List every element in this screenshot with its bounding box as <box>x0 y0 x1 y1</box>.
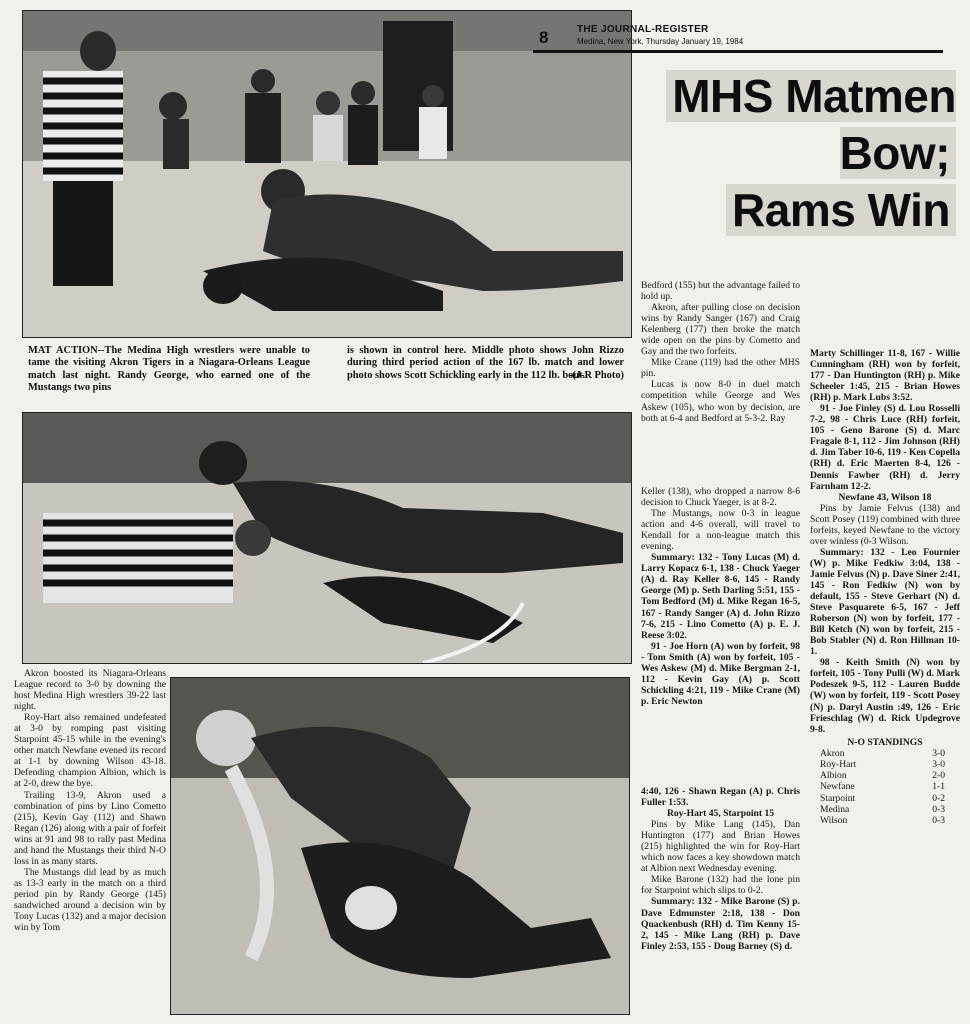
team-record: 0-3 <box>932 803 945 815</box>
dateline: Medina, New York, Thursday January 19, 1984 <box>577 37 744 46</box>
photo-middle-image <box>23 413 631 663</box>
team-name: Albion <box>820 770 847 782</box>
story-column-1 <box>14 668 166 1020</box>
story-column-2-top <box>641 280 800 472</box>
story-paragraph: Akron boosted its Niagara-Orleans League record to 3-0 by downing the host Medina High wrestlers 39-22 last night. <box>14 668 166 713</box>
masthead-rule <box>533 50 943 53</box>
summary-paragraph: 98 - Keith Smith (N) won by forfeit, 105 - Tony Pulli (W) d. Mark Podeszek 9-5, 112 - Lauren Budde (W) won by forfeit, 119 - Scott Posey (N) p. Daryl Austin :49, 126 - Eric Frieschlag (W) d. Rick Updegrove 9-8. <box>810 657 960 735</box>
subhead-newfane-wilson: Newfane 43, Wilson 18 <box>838 491 932 503</box>
summary-paragraph: Summary: 132 - Mike Barone (S) p. Dave Edmunster 2:18, 138 - Don Quackenbush (RH) d. Tim Kenny 15-2, 145 - Mike Lang (RH) p. Dave Finley 2:53, 155 - Doug Barney (S) d. <box>641 896 800 952</box>
table-row <box>820 815 945 826</box>
subhead-roy-hart-starpoint: Roy-Hart 45, Starpoint 15 <box>666 808 775 820</box>
photo-caption-left: MAT ACTION--The Medina High wrestlers were unable to tame the visiting Akron Tigers in a Niagara-Orleans League match last night. Randy George, who earned one of the Mustangs two pins <box>28 345 310 394</box>
story-paragraph: Akron, after pulling close on decision wins by Randy Sanger (167) and Craig Kelenberg (177) then broke the match wide open on the pins by Cometto and Gay and the two forfeits. <box>641 302 800 358</box>
masthead <box>533 22 961 56</box>
headline <box>578 68 956 239</box>
team-name: Roy-Hart <box>820 758 857 770</box>
photo-credit: -(J-R Photo) <box>568 370 624 382</box>
team-name: Akron <box>820 747 845 759</box>
photo-top-wrestling <box>22 10 632 338</box>
team-record: 2-0 <box>932 770 945 782</box>
photo-caption-right <box>347 345 624 383</box>
story-paragraph: Pins by Mike Lang (145), Dan Huntington (177) and Brian Howes (215) highlighted the win for Roy-Hart which now faces a key showdown match at Albion next Wednesday evening. <box>641 819 800 875</box>
team-name: Wilson <box>820 814 848 826</box>
team-record: 0-3 <box>932 814 945 826</box>
summary-paragraph: 91 - Joe Horn (A) won by forfeit, 98 - Tom Smith (A) won by forfeit, 105 - Wes Askew (M) d. Mike Bergman 2-1, 112 - Kevin Gay (A) p. Scott Schickling 4:21, 119 - Mike Crane (M) p. Eric Newton <box>641 640 800 707</box>
story-paragraph: Mike Crane (119) had the other MHS pin. <box>641 357 800 380</box>
story-paragraph: Keller (138), who dropped a narrow 8-6 decision to Chuck Yaeger, is at 8-2. <box>641 486 800 509</box>
table-row <box>820 770 945 781</box>
story-paragraph: Trailing 13-9, Akron used a combination of pins by Lino Cometto (215), Kevin Gay (112) and Shawn Regan (126) along with a pair of forfeit wins at 91 and 98 to rally past Medina and hand the Mustangs their third N-O loss in as many starts. <box>14 789 166 867</box>
story-paragraph: Pins by Jamie Felvus (138) and Scott Posey (119) combined with three forfeits, keyed Newfane to the victory over winless (0-3 Wilson. <box>810 502 960 547</box>
photo-bottom-image <box>171 678 629 1014</box>
summary-paragraph: Summary: 132 - Leo Fournier (W) p. Mike Fedkiw 3:04, 138 - Jamie Felvus (N) p. Dave Siner 2:41, 145 - Ron Fedkiw (N) won by default, 155 - Steve Gerhart (N) d. Steve Pasquarete 6-5, 167 - Jeff Roberson (N) won by forfeit, 177 - Bill Ketch (N) won by forfeit, 215 - Bob Stabler (N) d. Ron Hillman 10-1. <box>810 546 960 658</box>
table-row <box>820 759 945 770</box>
story-paragraph: Bedford (155) but the advantage failed to hold up. <box>641 280 800 303</box>
team-record: 3-0 <box>932 758 945 770</box>
standings-title: N-O STANDINGS <box>847 736 923 748</box>
summary-paragraph: Marty Schillinger 11-8, 167 - Willie Cunningham (RH) won by forfeit, 177 - Dan Huntington (RH) p. Mike Scheeler 1:45, 215 - Brian Howes (RH) p. Mark Lubs 3:52. <box>810 348 960 404</box>
story-column-2-middle <box>641 486 800 771</box>
photo-middle-wrestling <box>22 412 632 664</box>
story-column-2-bottom <box>641 786 800 1018</box>
story-paragraph: Lucas is now 8-0 in duel match competition while George and Wes Askew (105), who won by decision, are both at 6-4 and Bedford at 5-3-2. Ray <box>641 379 800 424</box>
headline-line-1: MHS Matmen Bow; <box>666 70 956 179</box>
story-paragraph: Mike Barone (132) had the lone pin for Starpoint which slips to 0-2. <box>641 874 800 897</box>
table-row <box>820 804 945 815</box>
table-row <box>820 793 945 804</box>
team-name: Medina <box>820 803 850 815</box>
story-column-3 <box>810 348 960 938</box>
photo-top-image <box>23 11 631 337</box>
newspaper-name: THE JOURNAL-REGISTER <box>577 24 709 35</box>
summary-paragraph: 91 - Joe Finley (S) d. Lou Rosselli 7-2, 98 - Chris Luce (RH) forfeit, 105 - Geno Barone (S) d. Marc Fragale 8-1, 112 - Jim Johnson (RH) d. Jim Taber 10-6, 119 - Ken Copella (RH) d. Eric Maerten 8-4, 126 - Dennis Fawber (RH) d. Jerry Farnham 12-2. <box>810 403 960 492</box>
standings-table <box>820 748 945 826</box>
team-name: Newfane <box>820 781 855 793</box>
team-name: Starpoint <box>820 792 856 804</box>
summary-paragraph: Summary: 132 - Tony Lucas (M) d. Larry Kopacz 6-1, 138 - Chuck Yaeger (A) d. Ray Keller 8-6, 145 - Randy George (M) p. Seth Darling 5:51, 155 - Tom Bedford (M) d. Mike Regan 16-5, 167 - Randy Sanger (A) d. John Rizzo 7-6, 215 - Lino Cometto (A) p. E. J. Reese 3:02. <box>641 552 800 641</box>
team-record: 1-1 <box>932 781 945 793</box>
photo-bottom-wrestling <box>170 677 630 1015</box>
standings-box <box>810 737 960 826</box>
story-paragraph: The Mustangs did lead by as much as 13-3 early in the match on a third period pin by Randy George (145) sandwiched around a decision win by Tony Lucas (132) and a major decision win by Tom <box>14 866 166 934</box>
team-record: 3-0 <box>932 747 945 759</box>
photo-caption-right-text: is shown in control here. Middle photo shows John Rizzo during third period action of the 167 lb. match and lower photo shows Scott Schickling early in the 112 lb. bout. <box>347 345 624 381</box>
table-row <box>820 781 945 792</box>
page-number: 8 <box>539 28 549 47</box>
team-record: 0-2 <box>932 792 945 804</box>
table-row <box>820 748 945 759</box>
story-paragraph: The Mustangs, now 0-3 in league action and 4-6 overall, will travel to Kendall for a non-league match this evening. <box>641 508 800 553</box>
story-paragraph: Roy-Hart also remained undefeated at 3-0 by romping past visiting Starpoint 45-15 while in the evening's other match Newfane evened its record at 1-1 by downing Wilson 43-18. Defending champion Albion, which is at 2-0, drew the bye. <box>14 712 166 790</box>
headline-line-2: Rams Win <box>726 184 956 236</box>
summary-paragraph: 4:40, 126 - Shawn Regan (A) p. Chris Fuller 1:53. <box>641 786 800 809</box>
